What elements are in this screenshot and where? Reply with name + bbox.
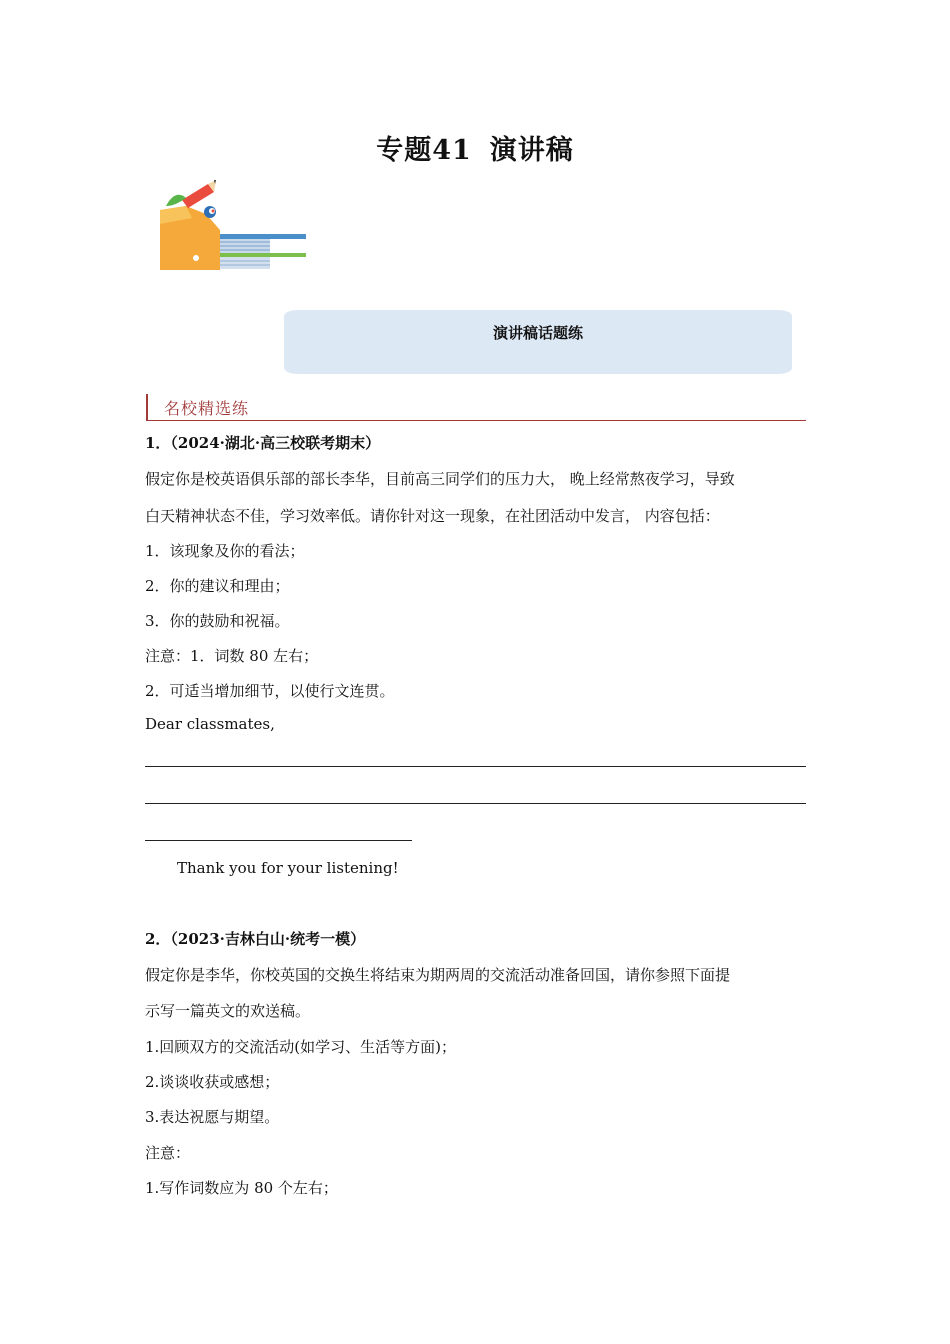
banner-title: 演讲稿话题练 xyxy=(492,324,583,342)
q2-paragraph-line1: 假定你是李华，你校英国的交换生将结束为期两周的交流活动准备回国，请你参照下面提 xyxy=(145,966,731,984)
q1-paragraph-line2: 白天精神状态不佳，学习效率低。请你针对这一现象，在社团活动中发言， 内容包括： xyxy=(145,507,720,525)
q1-paragraph-line1: 假定你是校英语俱乐部的部长李华，目前高三同学们的压力大， 晚上经常熬夜学习，导致 xyxy=(145,470,735,488)
q2-item-1: 1.回顾双方的交流活动(如学习、生活等方面)； xyxy=(145,1038,457,1056)
q2-item-2: 2.谈谈收获或感想； xyxy=(145,1073,280,1091)
q2-note: 注意： xyxy=(145,1144,191,1162)
q2-paragraph-line2: 示写一篇英文的欢送稿。 xyxy=(145,1002,311,1020)
answer-line-3 xyxy=(145,840,412,841)
topic-banner xyxy=(284,310,792,374)
q1-heading: 1．（2024·湖北·高三校联考期末） xyxy=(145,434,381,452)
q1-closing: Thank you for your listening! xyxy=(177,859,399,877)
section-header xyxy=(146,392,806,421)
section-label: 名校精选练 xyxy=(164,399,250,418)
q1-item-2: 2．你的建议和理由； xyxy=(145,577,290,595)
q1-item-1: 1．该现象及你的看法； xyxy=(145,542,305,560)
answer-line-1 xyxy=(145,766,806,767)
q2-heading: 2．（2023·吉林白山·统考一模） xyxy=(145,930,366,948)
q1-item-3: 3．你的鼓励和祝福。 xyxy=(145,612,290,630)
section-bar xyxy=(146,394,148,420)
q2-note-1: 1.写作词数应为 80 个左右； xyxy=(145,1179,338,1197)
pencil-books-illustration xyxy=(158,178,308,272)
answer-line-2 xyxy=(145,803,806,804)
title-prefix: 专题41 xyxy=(376,135,472,166)
title-main: 演讲稿 xyxy=(489,135,574,166)
q1-greeting: Dear classmates, xyxy=(145,715,275,733)
q1-note-1: 注意：1．词数 80 左右； xyxy=(145,647,319,665)
q2-item-3: 3.表达祝愿与期望。 xyxy=(145,1108,280,1126)
q1-note-2: 2．可适当增加细节，以使行文连贯。 xyxy=(145,682,395,700)
page-title xyxy=(0,128,950,167)
